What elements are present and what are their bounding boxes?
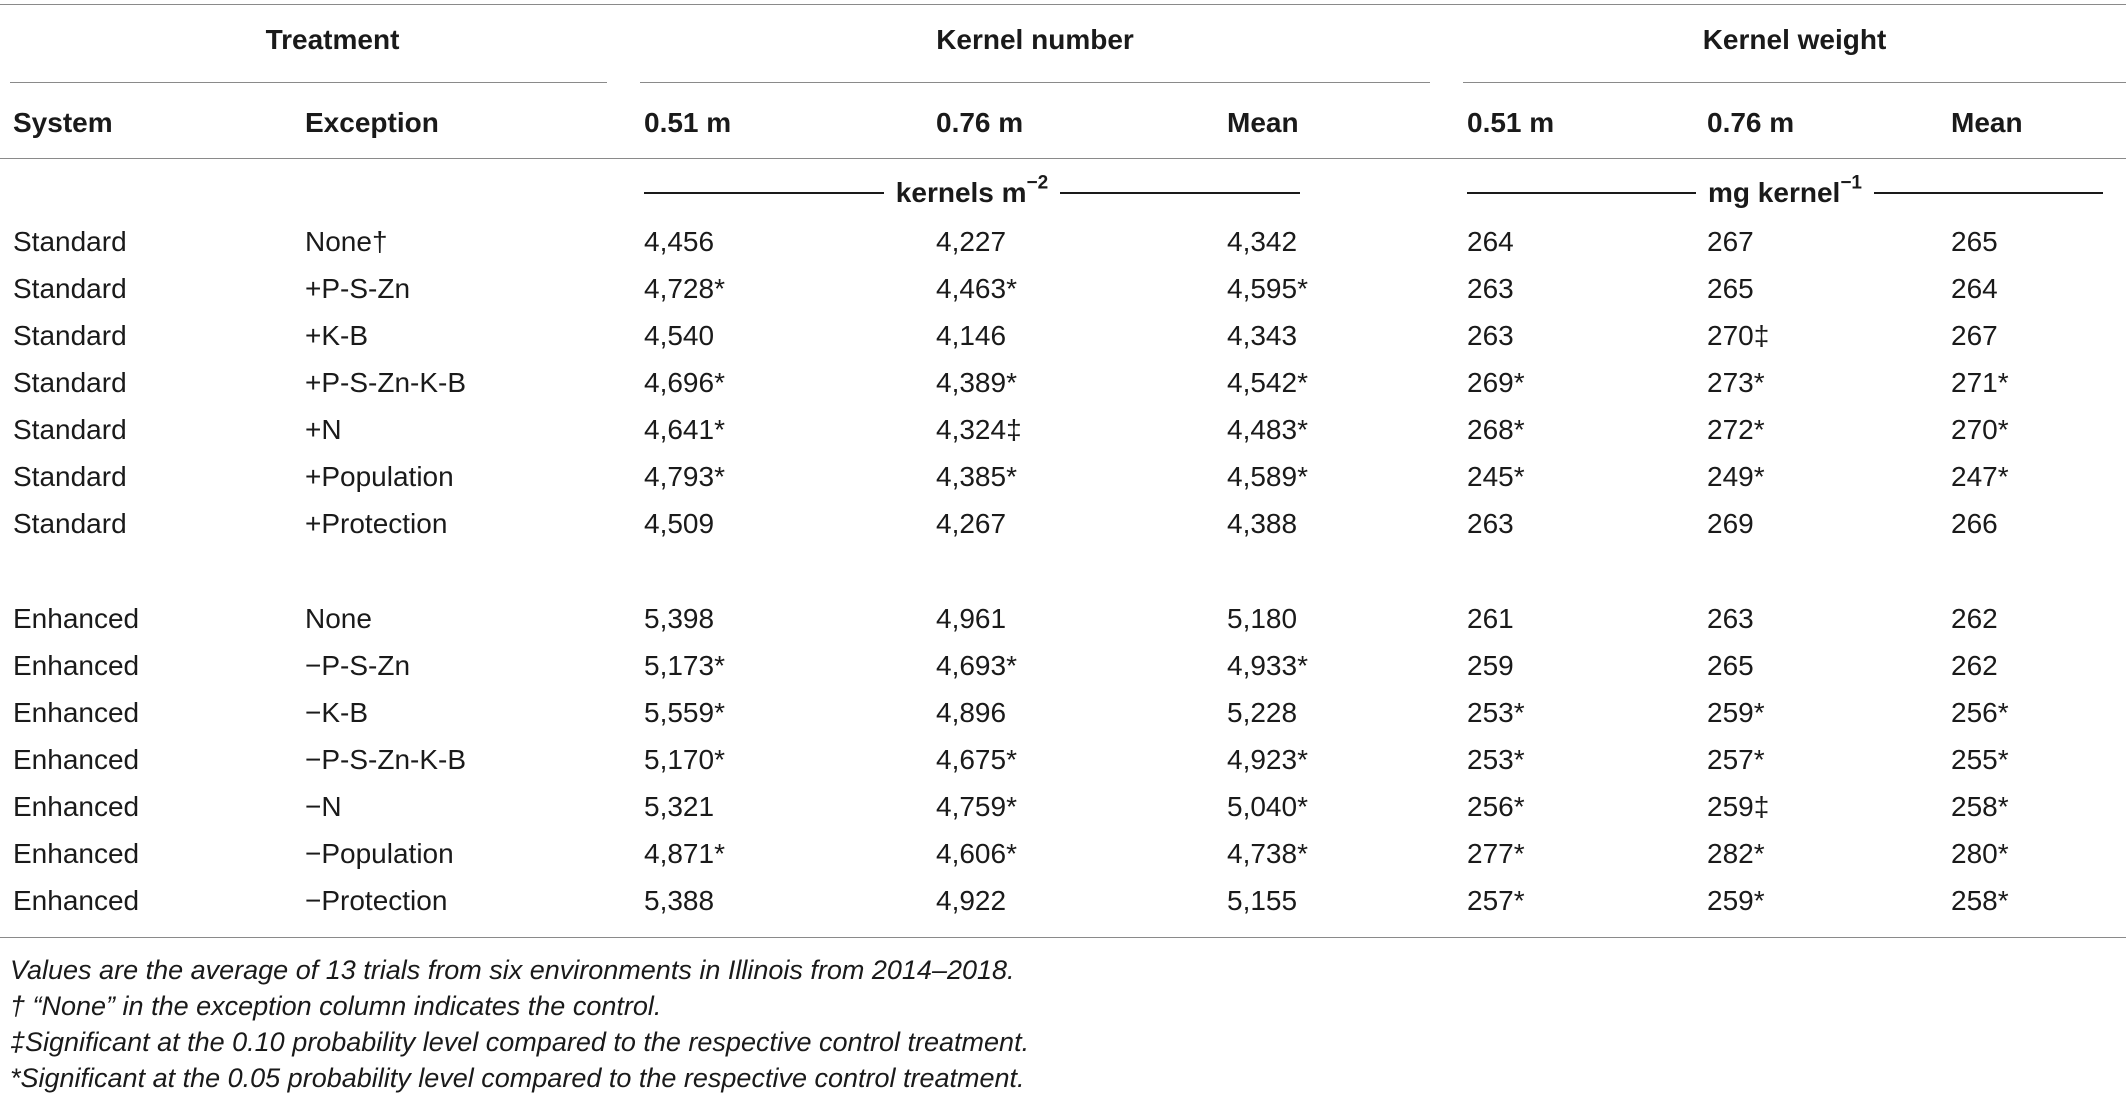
cell-weight-051: 277* — [1467, 838, 1525, 869]
cell-system: Standard — [13, 273, 127, 304]
cell-weight-mean: 267 — [1951, 320, 1998, 351]
footnote-3: ‡Significant at the 0.10 probability level compared to the respective control treatment. — [10, 1027, 1030, 1057]
group-header-treatment: Treatment — [265, 24, 400, 55]
top-rule — [0, 4, 2126, 5]
cell-number-076: 4,961 — [936, 603, 1007, 634]
cell-exception: −P-S-Zn — [305, 650, 411, 681]
cell-number-051: 4,641* — [644, 414, 725, 445]
cell-number-076: 4,693* — [936, 650, 1017, 681]
cell-weight-mean: 256* — [1951, 697, 2009, 728]
cell-system: Standard — [13, 508, 127, 539]
cell-exception: −Population — [305, 838, 454, 869]
cell-system: Enhanced — [13, 885, 140, 916]
cell-number-076: 4,463* — [936, 273, 1017, 304]
col-header-weight-076: 0.76 m — [1707, 107, 1795, 138]
cell-number-mean: 4,933* — [1227, 650, 1308, 681]
col-header-number-051: 0.51 m — [644, 107, 732, 138]
cell-number-mean: 4,542* — [1227, 367, 1308, 398]
cell-weight-076: 269 — [1707, 508, 1754, 539]
cell-number-051: 5,559* — [644, 697, 725, 728]
unit-kernel-number — [644, 172, 1300, 210]
cell-number-mean: 4,342 — [1227, 226, 1298, 257]
cell-number-051: 5,388 — [644, 885, 715, 916]
cell-number-051: 4,728* — [644, 273, 725, 304]
group-rule-kernel-weight — [1463, 82, 2126, 83]
cell-system: Enhanced — [13, 791, 140, 822]
cell-number-mean: 5,228 — [1227, 697, 1298, 728]
cell-system: Enhanced — [13, 838, 140, 869]
cell-number-mean: 4,483* — [1227, 414, 1308, 445]
col-header-system: System — [13, 107, 113, 138]
cell-weight-mean: 262 — [1951, 603, 1998, 634]
cell-number-051: 5,321 — [644, 791, 715, 822]
cell-weight-051: 253* — [1467, 697, 1525, 728]
cell-weight-076: 265 — [1707, 650, 1754, 681]
cell-weight-mean: 266 — [1951, 508, 1998, 539]
cell-weight-076: 259* — [1707, 697, 1765, 728]
cell-number-051: 4,793* — [644, 461, 725, 492]
cell-number-mean: 5,040* — [1227, 791, 1308, 822]
cell-exception: −Protection — [305, 885, 448, 916]
cell-exception: +Population — [305, 461, 454, 492]
unit-number-exponent: −2 — [1026, 172, 1049, 194]
unit-weight-label: mg kernel — [1708, 177, 1841, 208]
cell-number-mean: 4,589* — [1227, 461, 1308, 492]
cell-number-051: 4,540 — [644, 320, 715, 351]
col-header-weight-051: 0.51 m — [1467, 107, 1555, 138]
cell-weight-mean: 280* — [1951, 838, 2009, 869]
col-header-number-076: 0.76 m — [936, 107, 1024, 138]
cell-system: Standard — [13, 320, 127, 351]
cell-weight-051: 268* — [1467, 414, 1525, 445]
cell-number-076: 4,759* — [936, 791, 1017, 822]
cell-weight-mean: 247* — [1951, 461, 2009, 492]
cell-weight-051: 269* — [1467, 367, 1525, 398]
cell-number-076: 4,922 — [936, 885, 1007, 916]
cell-weight-076: 249* — [1707, 461, 1765, 492]
cell-number-mean: 4,738* — [1227, 838, 1308, 869]
cell-weight-051: 263 — [1467, 320, 1514, 351]
group-rule-treatment — [10, 82, 607, 83]
cell-exception: −P-S-Zn-K-B — [305, 744, 467, 775]
cell-exception: +K-B — [305, 320, 369, 351]
cell-number-051: 4,509 — [644, 508, 715, 539]
cell-weight-076: 259* — [1707, 885, 1765, 916]
cell-number-076: 4,389* — [936, 367, 1017, 398]
cell-number-051: 4,456 — [644, 226, 715, 257]
cell-weight-076: 273* — [1707, 367, 1765, 398]
cell-weight-mean: 258* — [1951, 885, 2009, 916]
cell-weight-076: 257* — [1707, 744, 1765, 775]
cell-weight-051: 245* — [1467, 461, 1525, 492]
cell-exception: +P-S-Zn-K-B — [305, 367, 467, 398]
col-header-exception: Exception — [305, 107, 439, 138]
cell-number-mean: 4,388 — [1227, 508, 1298, 539]
cell-number-076: 4,146 — [936, 320, 1007, 351]
cell-number-076: 4,385* — [936, 461, 1017, 492]
cell-system: Standard — [13, 367, 127, 398]
cell-number-051: 4,696* — [644, 367, 725, 398]
cell-number-051: 5,173* — [644, 650, 725, 681]
group-rule-kernel-number — [640, 82, 1430, 83]
cell-number-051: 5,170* — [644, 744, 725, 775]
cell-system: Standard — [13, 461, 127, 492]
cell-number-mean: 4,343 — [1227, 320, 1298, 351]
cell-weight-051: 259 — [1467, 650, 1514, 681]
cell-weight-mean: 264 — [1951, 273, 1998, 304]
cell-exception: +Protection — [305, 508, 448, 539]
cell-number-076: 4,896 — [936, 697, 1007, 728]
col-header-number-mean: Mean — [1227, 107, 1299, 138]
cell-weight-076: 267 — [1707, 226, 1754, 257]
cell-weight-076: 282* — [1707, 838, 1765, 869]
cell-weight-051: 261 — [1467, 603, 1514, 634]
cell-weight-mean: 265 — [1951, 226, 1998, 257]
cell-system: Standard — [13, 226, 127, 257]
cell-exception: None† — [305, 226, 388, 257]
cell-number-mean: 5,180 — [1227, 603, 1298, 634]
cell-weight-051: 263 — [1467, 508, 1514, 539]
cell-weight-mean: 270* — [1951, 414, 2009, 445]
cell-number-051: 5,398 — [644, 603, 715, 634]
cell-system: Standard — [13, 414, 127, 445]
cell-system: Enhanced — [13, 650, 140, 681]
footnote-2: † “None” in the exception column indicates the control. — [10, 991, 662, 1021]
cell-weight-076: 259‡ — [1707, 791, 1770, 822]
cell-system: Enhanced — [13, 697, 140, 728]
unit-weight-exponent: −1 — [1840, 172, 1862, 194]
cell-weight-mean: 271* — [1951, 367, 2009, 398]
group-header-kernel-number: Kernel number — [936, 24, 1134, 55]
bottom-rule — [0, 937, 2126, 938]
cell-weight-mean: 255* — [1951, 744, 2009, 775]
group-header-kernel-weight: Kernel weight — [1702, 24, 1887, 55]
cell-system: Enhanced — [13, 603, 140, 634]
cell-weight-051: 256* — [1467, 791, 1525, 822]
col-header-weight-mean: Mean — [1951, 107, 2023, 138]
unit-kernel-weight — [1467, 172, 2103, 210]
cell-number-076: 4,675* — [936, 744, 1017, 775]
cell-number-076: 4,324‡ — [936, 414, 1022, 445]
unit-number-label: kernels m — [895, 177, 1027, 208]
cell-number-mean: 4,923* — [1227, 744, 1308, 775]
cell-weight-mean: 258* — [1951, 791, 2009, 822]
cell-number-mean: 4,595* — [1227, 273, 1308, 304]
cell-weight-076: 263 — [1707, 603, 1754, 634]
cell-system: Enhanced — [13, 744, 140, 775]
cell-weight-051: 253* — [1467, 744, 1525, 775]
footnote-1: Values are the average of 13 trials from six environments in Illinois from 2014–2018. — [10, 955, 1015, 985]
cell-number-mean: 5,155 — [1227, 885, 1298, 916]
cell-exception: +N — [305, 414, 342, 445]
cell-weight-mean: 262 — [1951, 650, 1998, 681]
cell-exception: +P-S-Zn — [305, 273, 411, 304]
cell-exception: −N — [305, 791, 342, 822]
cell-weight-051: 264 — [1467, 226, 1514, 257]
cell-number-051: 4,871* — [644, 838, 725, 869]
cell-weight-051: 263 — [1467, 273, 1514, 304]
cell-number-076: 4,267 — [936, 508, 1007, 539]
cell-exception: None — [305, 603, 372, 634]
cell-weight-076: 265 — [1707, 273, 1754, 304]
cell-weight-051: 257* — [1467, 885, 1525, 916]
cell-weight-076: 272* — [1707, 414, 1765, 445]
header-rule — [0, 158, 2126, 159]
cell-weight-076: 270‡ — [1707, 320, 1770, 351]
cell-number-076: 4,606* — [936, 838, 1017, 869]
cell-number-076: 4,227 — [936, 226, 1007, 257]
footnote-4: *Significant at the 0.05 probability level compared to the respective control treatment. — [10, 1063, 1025, 1093]
cell-exception: −K-B — [305, 697, 369, 728]
